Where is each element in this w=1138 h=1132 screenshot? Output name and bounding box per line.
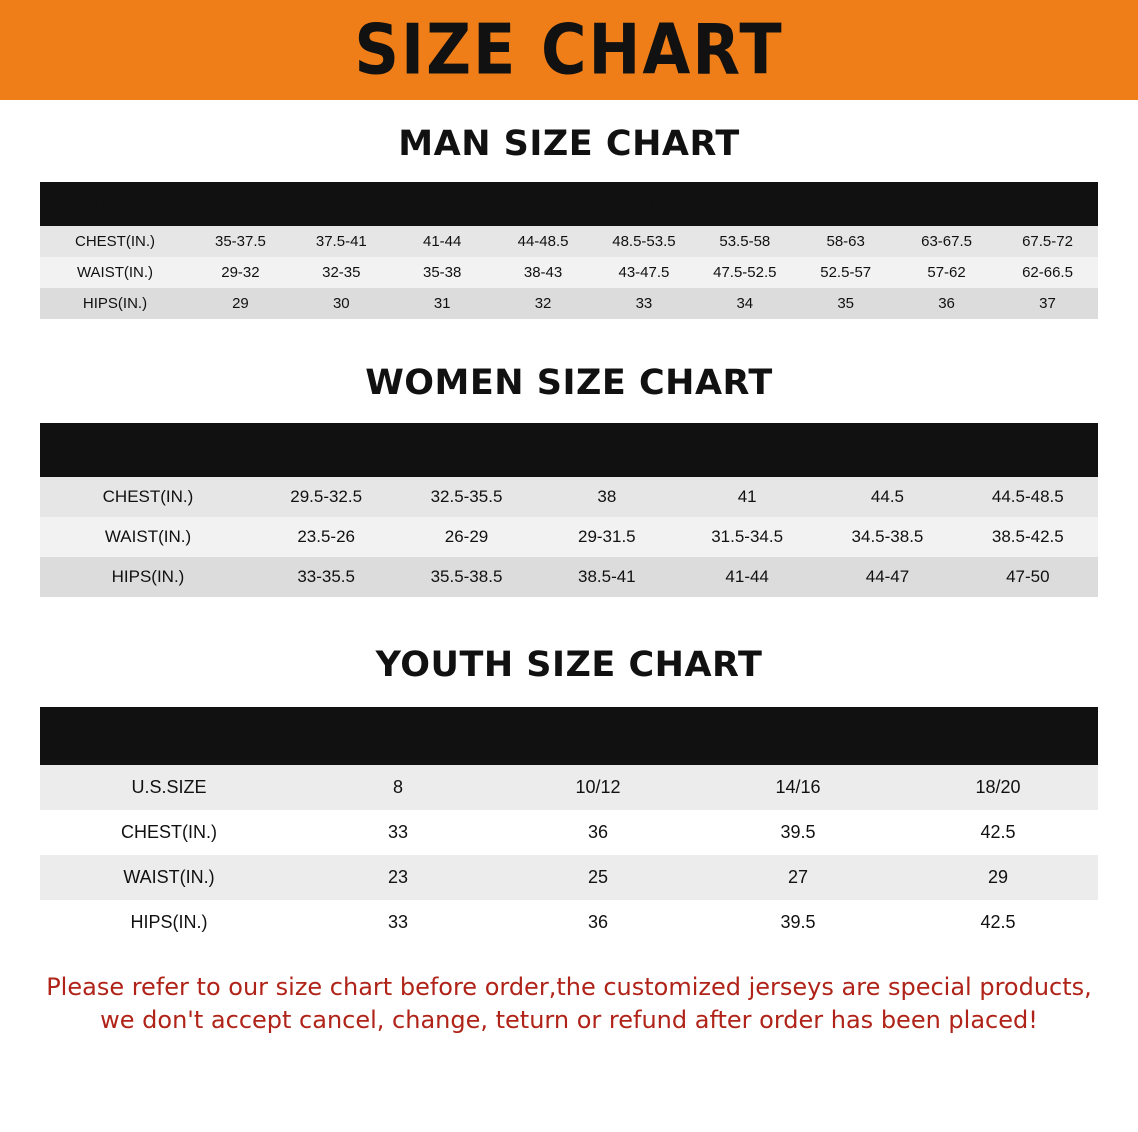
table-cell: 25 — [587, 867, 609, 887]
table-row — [40, 257, 1098, 288]
man-size-header: M — [334, 194, 349, 213]
women-size-header: S — [459, 438, 474, 461]
table-cell: 58-63 — [826, 233, 865, 250]
table-cell: 53.5-58 — [719, 233, 771, 250]
table-cell: 35.5-38.5 — [430, 567, 503, 586]
table-cell: 23 — [387, 867, 409, 887]
footer-note-line-1: Please refer to our size chart before order,the customized jerseys are special products, — [46, 973, 1092, 1001]
table-cell: 37.5-41 — [315, 233, 367, 250]
youth-size-header: YTH M — [565, 724, 631, 747]
table-cell: 35-38 — [423, 264, 462, 281]
women-size-header: M — [598, 438, 616, 461]
table-cell: 39.5 — [780, 822, 816, 842]
women-size-header: XS — [312, 438, 341, 461]
table-cell: 10/12 — [575, 777, 621, 797]
row-label: WAIST(IN.) — [123, 867, 215, 887]
row-label: U.S.SIZE — [131, 777, 207, 797]
table-cell: 44-47 — [865, 567, 910, 586]
table-cell: 44-48.5 — [517, 233, 569, 250]
table-cell: 43-47.5 — [618, 264, 670, 281]
youth-size-table — [40, 707, 1098, 945]
table-cell: 32.5-35.5 — [430, 487, 503, 506]
youth-corner-label: YOUTH — [42, 722, 129, 749]
footer-note-line-2: we don't accept cancel, change, teturn or refund after order has been placed! — [100, 1006, 1038, 1035]
table-cell: 42.5 — [980, 822, 1016, 842]
table-cell: 41 — [737, 487, 757, 506]
table-cell: 32 — [534, 295, 552, 312]
women-size-table — [40, 423, 1098, 597]
women-size-header: XXL — [1007, 438, 1049, 461]
table-cell: 27 — [787, 867, 809, 887]
man-size-header: S — [234, 194, 247, 213]
table-cell: 31 — [433, 295, 451, 312]
women-size-header: XL — [874, 438, 901, 461]
table-cell: 36 — [938, 295, 955, 312]
row-label: HIPS(IN.) — [82, 295, 148, 312]
youth-section-title: YOUTH SIZE CHART — [375, 645, 763, 685]
table-row — [40, 288, 1098, 319]
table-cell: 35-37.5 — [215, 233, 266, 250]
row-label: HIPS(IN.) — [111, 567, 185, 586]
table-cell: 33 — [387, 822, 409, 842]
table-cell: 47.5-52.5 — [713, 264, 777, 281]
man-table-header-row — [40, 182, 1098, 226]
table-cell: 57-62 — [927, 264, 966, 281]
table-cell: 62-66.5 — [1022, 264, 1073, 281]
row-label: CHEST(IN.) — [121, 822, 217, 842]
youth-size-header: YTH S — [367, 724, 429, 747]
table-cell: 36 — [587, 822, 609, 842]
table-cell: 31.5-34.5 — [711, 527, 784, 546]
table-cell: 34.5-38.5 — [851, 527, 924, 546]
table-cell: 63-67.5 — [921, 233, 972, 250]
table-cell: 18/20 — [975, 777, 1021, 797]
table-cell: 38.5-41 — [577, 567, 636, 586]
man-table-wrap — [40, 182, 1098, 319]
table-cell: 29-32 — [221, 264, 260, 281]
table-cell: 14/16 — [775, 777, 821, 797]
table-row — [40, 226, 1098, 257]
table-cell: 42.5 — [980, 912, 1016, 932]
women-size-header: L — [740, 438, 754, 461]
table-cell: 41-44 — [725, 567, 769, 586]
table-cell: 29-31.5 — [577, 527, 636, 546]
row-label: WAIST(IN.) — [76, 264, 154, 281]
row-label: HIPS(IN.) — [130, 912, 208, 932]
table-row — [40, 765, 1098, 810]
table-cell: 36 — [587, 912, 609, 932]
women-section-title: WOMEN SIZE CHART — [365, 363, 773, 403]
table-cell: 37 — [1039, 295, 1056, 312]
table-cell: 41-44 — [423, 233, 462, 250]
table-row — [40, 517, 1098, 557]
youth-size-header: YTH XL — [960, 724, 1036, 747]
table-cell: 47-50 — [1006, 567, 1050, 586]
row-label: CHEST(IN.) — [102, 487, 194, 506]
table-cell: 8 — [392, 777, 403, 797]
table-cell: 33 — [635, 295, 653, 312]
women-table-header-row — [40, 423, 1098, 477]
footer-note — [38, 971, 1100, 1037]
table-cell: 32-35 — [322, 264, 361, 281]
man-size-header: 6XL — [1031, 194, 1064, 213]
table-cell: 33-35.5 — [297, 567, 355, 586]
table-row — [40, 557, 1098, 597]
table-cell: 38-43 — [523, 264, 563, 281]
man-size-header: 4XL — [830, 194, 862, 213]
table-cell: 29.5-32.5 — [290, 487, 363, 506]
table-cell: 35 — [837, 295, 855, 312]
table-row — [40, 810, 1098, 855]
table-cell: 67.5-72 — [1022, 233, 1073, 250]
man-size-header: XL — [532, 194, 554, 213]
man-section-title: MAN SIZE CHART — [398, 124, 740, 164]
table-row — [40, 900, 1098, 945]
banner — [0, 0, 1138, 100]
man-size-header: 5XL — [930, 194, 963, 213]
youth-table-wrap — [40, 707, 1098, 945]
table-cell: 29 — [232, 295, 249, 312]
man-size-header: L — [436, 194, 448, 213]
table-cell: 33 — [387, 912, 409, 932]
table-row — [40, 477, 1098, 517]
youth-size-header: YTH L — [767, 724, 829, 747]
women-table-wrap — [40, 423, 1098, 597]
women-corner-label: WOMEN'S — [42, 436, 162, 463]
man-size-header: 3XL — [729, 194, 761, 213]
table-cell: 29 — [987, 867, 1009, 887]
table-cell: 44.5 — [870, 487, 905, 506]
page-title: SIZE CHART — [354, 8, 784, 91]
table-cell: 26-29 — [444, 527, 489, 546]
man-size-table — [40, 182, 1098, 319]
table-cell: 38.5-42.5 — [991, 527, 1064, 546]
youth-table-header-row — [40, 707, 1098, 765]
row-label: WAIST(IN.) — [104, 527, 192, 546]
man-size-header: 2XL — [628, 194, 660, 213]
row-label: CHEST(IN.) — [75, 233, 155, 250]
table-cell: 48.5-53.5 — [612, 233, 676, 250]
table-row — [40, 855, 1098, 900]
table-cell: 30 — [332, 295, 350, 312]
table-cell: 52.5-57 — [820, 264, 872, 281]
table-cell: 38 — [597, 487, 617, 506]
table-cell: 44.5-48.5 — [991, 487, 1064, 506]
table-cell: 23.5-26 — [297, 527, 355, 546]
table-cell: 34 — [736, 295, 754, 312]
table-cell: 39.5 — [780, 912, 816, 932]
man-corner-label: MEN'S — [58, 191, 130, 216]
